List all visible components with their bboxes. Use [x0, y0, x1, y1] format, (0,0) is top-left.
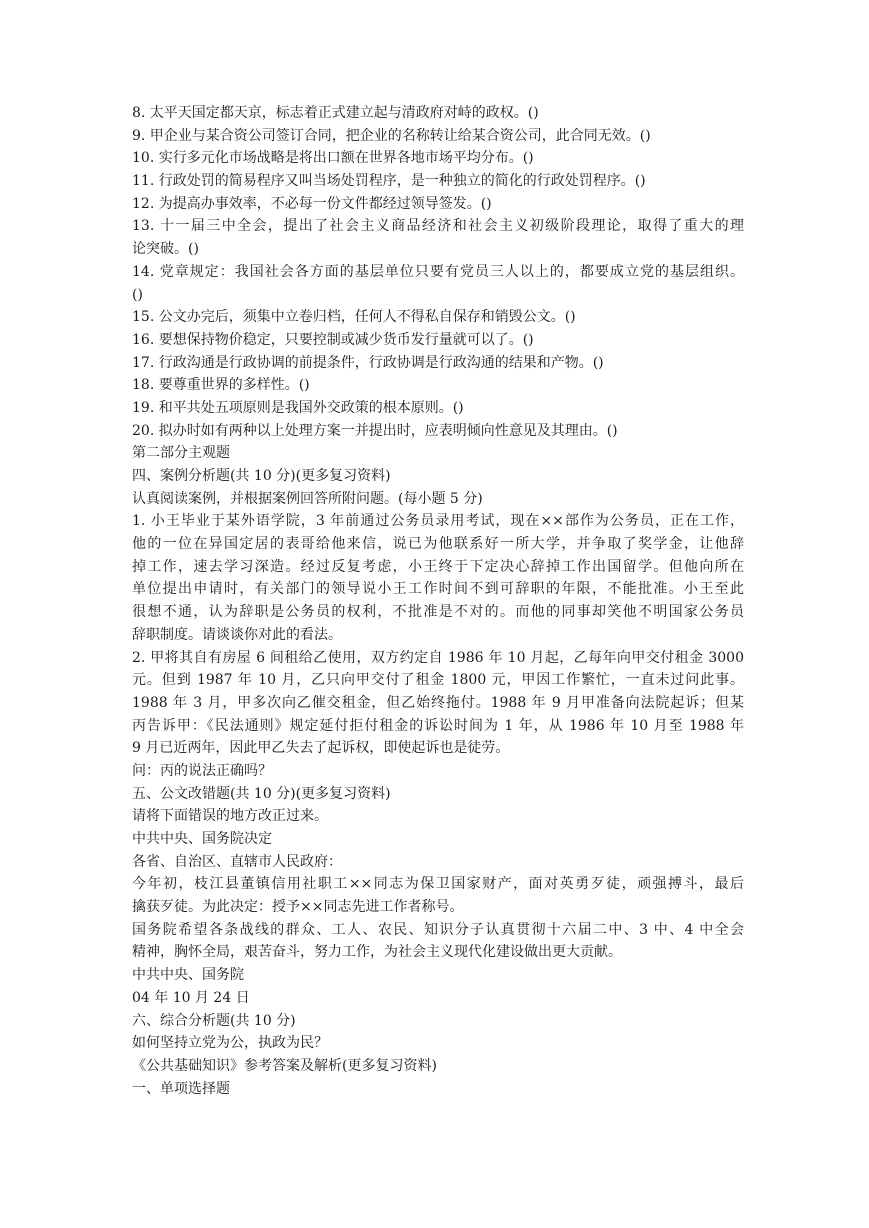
section-heading: 六、综合分析题(共 10 分): [132, 1012, 296, 1029]
section-heading: 一、单项选择题: [132, 1080, 230, 1097]
text-line: 今年初，枝江县董镇信用社职工××同志为保卫国家财产，面对英勇歹徒，顽强搏斗，最后: [132, 876, 744, 893]
text-line: 中共中央、国务院: [132, 967, 244, 984]
text-line: 单位提出申请时，有关部门的领导说小王工作时间不到可辞职的年限，不能批准。小王至此: [132, 581, 744, 598]
text-line: 16. 要想保持物价稳定，只要控制或减少货币发行量就可以了。(): [132, 331, 534, 348]
text-line: 8. 太平天国定都天京，标志着正式建立起与清政府对峙的政权。(): [132, 105, 539, 121]
text-line: 9 月已近两年，因此甲乙失去了起诉权，即使起诉也是徒劳。: [132, 740, 510, 757]
section-heading: 五、公文改错题(共 10 分)(更多复习资料): [132, 785, 391, 802]
text-line: 12. 为提高办事效率，不必每一份文件都经过领导签发。(): [132, 195, 492, 212]
text-line: 11. 行政处罚的简易程序又叫当场处罚程序，是一种独立的简化的行政处罚程序。(): [132, 173, 646, 190]
document-body: [132, 102, 744, 1100]
text-line: 中共中央、国务院决定: [132, 831, 272, 847]
text-line: 元。但到 1987 年 10 月，乙只向甲交付了租金 1800 元，甲因工作繁忙，一直未过问此事。: [132, 672, 744, 689]
text-line: 掉工作，速去学习深造。经过反复考虑，小王终于下定决心辞掉工作出国留学。但他向所在: [132, 558, 744, 575]
text-line: 1. 小王毕业于某外语学院，3 年前通过公务员录用考试，现在××部作为公务员，正在工作，: [132, 513, 744, 530]
section-heading: 第二部分主观题: [132, 445, 230, 462]
text-line: 19. 和平共处五项原则是我国外交政策的根本原则。(): [132, 399, 464, 416]
text-line: 04 年 10 月 24 日: [132, 989, 250, 1006]
text-line: 20. 拟办时如有两种以上处理方案一并提出时，应表明倾向性意见及其理由。(): [132, 422, 618, 439]
text-line: 1988 年 3 月，甲多次向乙催交租金，但乙始终拖付。1988 年 9 月甲准备向法院起诉；但某: [132, 694, 744, 711]
text-line: 辞职制度。请谈谈你对此的看法。: [132, 626, 342, 643]
text-line: 各省、自治区、直辖市人民政府：: [132, 853, 342, 870]
text-line: 17. 行政沟通是行政协调的前提条件，行政协调是行政沟通的结果和产物。(): [132, 354, 604, 371]
section-heading: 四、案例分析题(共 10 分)(更多复习资料): [132, 468, 391, 484]
text-line: 如何坚持立党为公，执政为民？: [132, 1035, 328, 1052]
text-line: 很想不通，认为辞职是公务员的权利，不批准是不对的。而他的同事却笑他不明国家公务员: [132, 604, 744, 621]
text-line: (): [132, 286, 143, 303]
text-line: 15. 公文办完后，须集中立卷归档，任何人不得私自保存和销毁公文。(): [132, 309, 576, 326]
text-line: 擒获歹徒。为此决定：授予××同志先进工作者称号。: [132, 899, 464, 916]
text-line: 14. 党章规定：我国社会各方面的基层单位只要有党员三人以上的，都要成立党的基层组织。: [132, 263, 744, 280]
text-line: 丙告诉甲：《民法通则》规定延付拒付租金的诉讼时间为 1 年，从 1986 年 10 月至 1988 年: [132, 717, 744, 734]
text-line: 请将下面错误的地方改正过来。: [132, 808, 328, 825]
text-line: 9. 甲企业与某合资公司签订合同，把企业的名称转让给某合资公司，此合同无效。(): [132, 127, 651, 144]
text-line: 问：丙的说法正确吗？: [132, 762, 272, 779]
text-line: 10. 实行多元化市场战略是将出口额在世界各地市场平均分布。(): [132, 150, 534, 167]
text-line: 13. 十一届三中全会，提出了社会主义商品经济和社会主义初级阶段理论，取得了重大的理: [132, 218, 744, 235]
text-line: 国务院希望各条战线的群众、工人、农民、知识分子认真贯彻十六届二中、3 中、4 中全会: [132, 921, 744, 938]
text-line: 2. 甲将其自有房屋 6 间租给乙使用，双方约定自 1986 年 10 月起，乙每年向甲交付租金 3000: [132, 649, 744, 666]
text-line: 认真阅读案例，并根据案例回答所附问题。(每小题 5 分): [132, 490, 483, 507]
text-line: 精神，胸怀全局，艰苦奋斗，努力工作，为社会主义现代化建设做出更大贡献。: [132, 944, 622, 961]
text-line: 18. 要尊重世界的多样性。(): [132, 377, 310, 394]
text-line: 《公共基础知识》参考答案及解析(更多复习资料): [132, 1057, 437, 1074]
text-line: 他的一位在异国定居的表哥给他来信，说已为他联系好一所大学，并争取了奖学金，让他辞: [132, 536, 744, 553]
text-line: 论突破。(): [132, 241, 199, 258]
